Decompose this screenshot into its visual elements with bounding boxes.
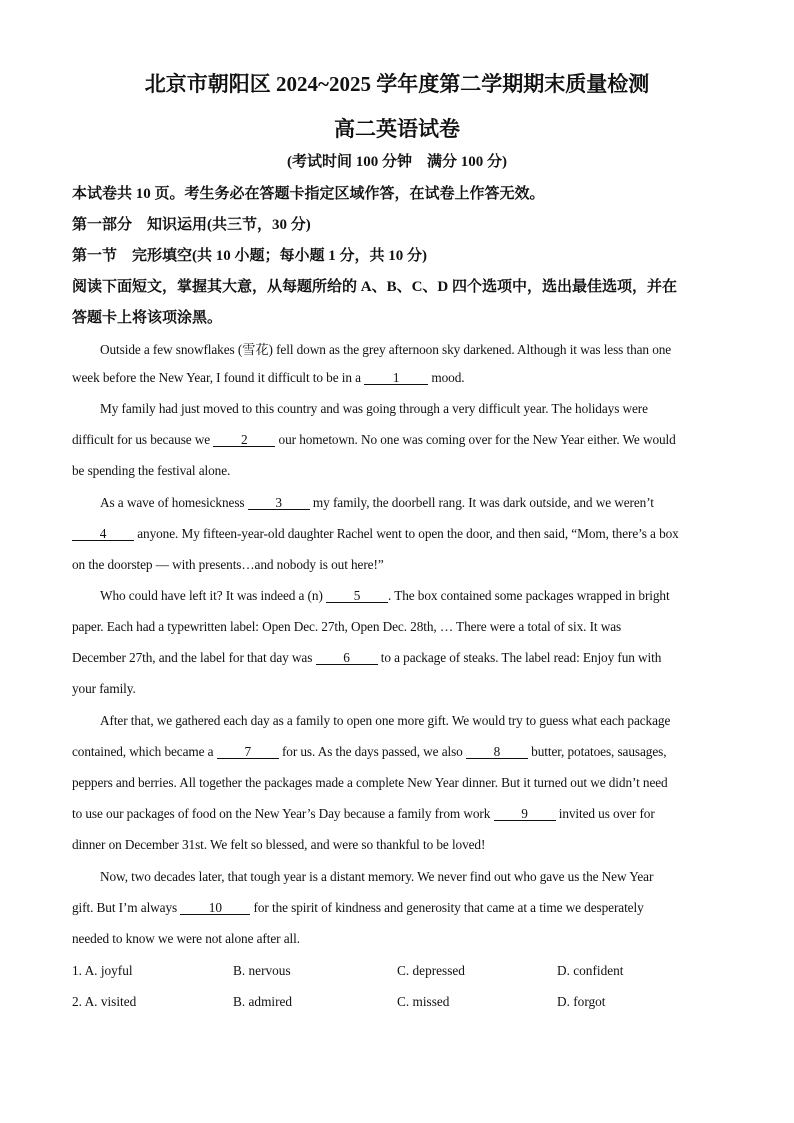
passage-line	[72, 900, 732, 916]
blank-2: 2	[213, 433, 275, 447]
passage-text: mood.	[428, 370, 465, 385]
passage-line	[72, 744, 732, 760]
passage-text: for the spirit of kindness and generosity that came at a time we desperately	[250, 900, 644, 915]
instruction-line-1: 阅读下面短文，掌握其大意，从每题所给的 A、B、C、D 四个选项中，选出最佳选项，并在	[72, 279, 678, 295]
passage-line: needed to know we were not alone after all.	[72, 931, 300, 946]
passage-line	[100, 495, 760, 511]
passage-text: to use our packages of food on the New Year’s Day because a family from work	[72, 806, 494, 821]
exam-subtitle: 高二英语试卷	[334, 117, 460, 141]
passage-text: As a wave of homesickness	[100, 495, 248, 510]
exam-title: 北京市朝阳区 2024~2025 学年度第二学期期末质量检测	[144, 72, 650, 96]
part-heading: 第一部分 知识运用(共三节，30 分)	[72, 217, 311, 233]
passage-line	[100, 588, 760, 604]
question-1-option-d: D. confident	[557, 963, 624, 978]
passage-line	[72, 526, 732, 542]
blank-1: 1	[364, 371, 428, 385]
passage-text: December 27th, and the label for that day was	[72, 650, 316, 665]
exam-info: (考试时间 100 分钟 满分 100 分)	[287, 154, 507, 170]
passage-text: anyone. My fifteen-year-old daughter Rachel went to open the door, and then said, “Mom, there’s a box	[134, 526, 679, 541]
blank-9: 9	[494, 807, 556, 821]
passage-text: our hometown. No one was coming over for the New Year either. We would	[275, 432, 676, 447]
section-heading: 第一节 完形填空(共 10 小题；每小题 1 分，共 10 分)	[72, 248, 427, 264]
blank-5: 5	[326, 589, 388, 603]
passage-text: butter, potatoes, sausages,	[527, 744, 667, 759]
passage-line: peppers and berries. All together the packages made a complete New Year dinner. But it turned out we didn’t need	[72, 775, 668, 790]
blank-7: 7	[217, 745, 279, 759]
passage-text: invited us over for	[555, 806, 655, 821]
question-2-option-c: C. missed	[397, 994, 450, 1009]
passage-line: dinner on December 31st. We felt so blessed, and were so thankful to be loved!	[72, 837, 486, 852]
passage-line: Outside a few snowflakes (雪花) fell down as the grey afternoon sky darkened. Although it was less than one	[100, 342, 672, 357]
passage-text: week before the New Year, I found it difficult to be in a	[72, 370, 365, 385]
question-1-option-c: C. depressed	[397, 963, 465, 978]
question-2-option-d: D. forgot	[557, 994, 606, 1009]
notice: 本试卷共 10 页。考生务必在答题卡指定区域作答，在试卷上作答无效。	[72, 186, 545, 202]
passage-line: your family.	[72, 681, 136, 696]
question-2-option-b: B. admired	[233, 994, 293, 1009]
passage-text: to a package of steaks. The label read: Enjoy fun with	[377, 650, 662, 665]
blank-4: 4	[72, 527, 134, 541]
blank-6: 6	[316, 651, 378, 665]
passage-text: my family, the doorbell rang. It was dark outside, and we weren’t	[309, 495, 654, 510]
passage-text: contained, which became a	[72, 744, 217, 759]
passage-line: My family had just moved to this country and was going through a very difficult year. The holidays were	[100, 401, 648, 416]
passage-text: for us. As the days passed, we also	[278, 744, 466, 759]
question-2-option-a: 2. A. visited	[72, 994, 137, 1009]
blank-3: 3	[248, 496, 310, 510]
passage-line	[72, 432, 732, 448]
question-1-option-a: 1. A. joyful	[72, 963, 133, 978]
passage-line: on the doorstep — with presents…and nobody is out here!”	[72, 557, 384, 572]
passage-text: . The box contained some packages wrapped in bright	[388, 588, 670, 603]
passage-text: gift. But I’m always	[72, 900, 181, 915]
question-1-option-b: B. nervous	[233, 963, 291, 978]
passage-line: paper. Each had a typewritten label: Open Dec. 27th, Open Dec. 28th, … There were a total of six. It was	[72, 619, 622, 634]
passage-text: Who could have left it? It was indeed a (n)	[100, 588, 326, 603]
passage-text: difficult for us because we	[72, 432, 214, 447]
blank-10: 10	[180, 901, 250, 915]
passage-line: Now, two decades later, that tough year is a distant memory. We never find out who gave us the New Year	[100, 869, 654, 884]
passage-line: be spending the festival alone.	[72, 463, 231, 478]
passage-line	[72, 806, 732, 822]
instruction-line-2: 答题卡上将该项涂黑。	[72, 310, 223, 326]
passage-line	[72, 650, 732, 666]
passage-line	[72, 370, 732, 386]
blank-8: 8	[466, 745, 528, 759]
passage-line: After that, we gathered each day as a family to open one more gift. We would try to guess what each package	[100, 713, 671, 728]
